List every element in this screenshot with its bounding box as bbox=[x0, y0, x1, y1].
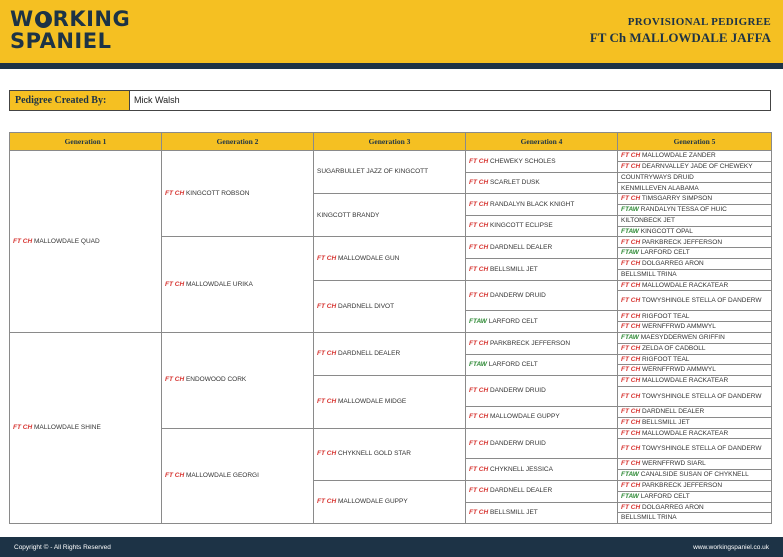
pedigree-cell-gen3 bbox=[314, 151, 466, 194]
dog-name: PARKBRECK JEFFERSON bbox=[489, 339, 571, 347]
pedigree-cell-gen3 bbox=[314, 280, 466, 332]
pedigree-cell-gen5 bbox=[618, 491, 772, 502]
dog-name: MALLOWDALE SHINE bbox=[33, 424, 101, 432]
dog-name: MALLOWDALE RACKATEAR bbox=[641, 281, 729, 289]
pedigree-cell-gen4 bbox=[466, 502, 618, 524]
dog-name: PARKBRECK JEFFERSON bbox=[641, 238, 723, 246]
dog-name: DARDNELL DEALER bbox=[489, 243, 553, 251]
dog-name: CHYKNELL GOLD STAR bbox=[337, 450, 411, 458]
dog-name: ZELDA OF CADBOLL bbox=[641, 344, 706, 352]
column-header: Generation 2 bbox=[162, 133, 314, 151]
pedigree-cell-gen3 bbox=[314, 332, 466, 375]
dog-name: TOWYSHINGLE STELLA OF DANDERW bbox=[641, 392, 762, 400]
pedigree-cell-gen4 bbox=[466, 237, 618, 259]
title-badge: FT CH bbox=[317, 302, 337, 310]
dog-name: CHYKNELL JESSICA bbox=[489, 465, 553, 473]
title-badge: FT CH bbox=[621, 429, 641, 437]
pedigree-cell-gen5 bbox=[618, 470, 772, 481]
pedigree-cell-gen4 bbox=[466, 406, 618, 428]
title-badge: FT CH bbox=[469, 157, 489, 165]
dog-name: DANDERW DRUID bbox=[489, 291, 546, 299]
dog-name: KENMILLEVEN ALABAMA bbox=[621, 184, 699, 192]
table-row bbox=[10, 332, 772, 343]
pedigree-cell-gen5 bbox=[618, 258, 772, 269]
pedigree-cell-gen5 bbox=[618, 365, 772, 376]
pedigree-cell-gen5 bbox=[618, 480, 772, 491]
pedigree-cell-gen5 bbox=[618, 280, 772, 291]
dog-name: MALLOWDALE URIKA bbox=[185, 280, 253, 288]
dog-name: MALLOWDALE GUN bbox=[337, 254, 400, 262]
pedigree-cell-gen4 bbox=[466, 428, 618, 459]
dog-name: MALLOWDALE MIDGE bbox=[337, 398, 407, 406]
dog-name-title: FT Ch MALLOWDALE JAFFA bbox=[589, 30, 771, 45]
pedigree-creator-box bbox=[9, 90, 771, 111]
title-badge: FT CH bbox=[621, 344, 641, 352]
column-header: Generation 5 bbox=[618, 133, 772, 151]
pedigree-cell-gen1 bbox=[10, 151, 162, 333]
title-badge: FT CH bbox=[621, 297, 641, 305]
pedigree-cell-gen5 bbox=[618, 386, 772, 406]
pedigree-cell-gen3 bbox=[314, 480, 466, 523]
pedigree-cell-gen4 bbox=[466, 280, 618, 311]
pedigree-cell-gen4 bbox=[466, 194, 618, 216]
dog-name: CANALSIDE SUSAN OF CHYKNELL bbox=[640, 471, 749, 479]
dog-name: BELLSMILL TRINA bbox=[621, 270, 677, 278]
pedigree-cell-gen4 bbox=[466, 332, 618, 354]
title-badge: FT CH bbox=[165, 376, 185, 384]
pedigree-cell-gen2 bbox=[162, 332, 314, 428]
title-badge: FT CH bbox=[621, 152, 641, 160]
dog-name: PARKBRECK JEFFERSON bbox=[641, 482, 723, 490]
dog-name: SUGARBULLET JAZZ OF KINGCOTT bbox=[317, 168, 429, 176]
title-badge: FTAW bbox=[621, 249, 639, 257]
dog-name: LARFORD CELT bbox=[640, 492, 690, 500]
title-badge: FT CH bbox=[469, 265, 489, 273]
pedigree-cell-gen4 bbox=[466, 215, 618, 237]
title-badge: FT CH bbox=[469, 487, 489, 495]
title-badge: FT CH bbox=[317, 450, 337, 458]
title-badge: FT CH bbox=[469, 387, 489, 395]
pedigree-cell-gen3 bbox=[314, 194, 466, 237]
pedigree-cell-gen5 bbox=[618, 248, 772, 259]
dog-name: TOWYSHINGLE STELLA OF DANDERW bbox=[641, 297, 762, 305]
dog-name: DANDERW DRUID bbox=[489, 387, 546, 395]
pedigree-cell-gen4 bbox=[466, 459, 618, 481]
title-badge: FT CH bbox=[165, 189, 185, 197]
website-link[interactable]: www.workingspaniel.co.uk bbox=[693, 544, 769, 551]
pedigree-cell-gen5 bbox=[618, 269, 772, 280]
dog-name: MALLOWDALE RACKATEAR bbox=[641, 429, 729, 437]
dog-name: KILTONBECK JET bbox=[621, 216, 675, 224]
title-badge: FT CH bbox=[621, 445, 641, 453]
title-badge: FT CH bbox=[469, 222, 489, 230]
pedigree-cell-gen5 bbox=[618, 204, 772, 215]
title-badge: FT CH bbox=[621, 162, 641, 170]
title-badge: FT CH bbox=[469, 509, 489, 517]
title-badge: FT CH bbox=[13, 424, 33, 432]
title-badge: FT CH bbox=[469, 465, 489, 473]
table-row bbox=[10, 151, 772, 162]
dog-name: WERNFFRWD SIARL bbox=[641, 460, 706, 468]
header-banner bbox=[0, 0, 783, 63]
working-spaniel-logo[interactable] bbox=[10, 8, 130, 52]
dog-name: RIGFOOT TEAL bbox=[641, 312, 690, 320]
pedigree-cell-gen4 bbox=[466, 354, 618, 376]
pedigree-cell-gen5 bbox=[618, 343, 772, 354]
title-badge: FT CH bbox=[165, 280, 185, 288]
title-badge: FT CH bbox=[621, 408, 641, 416]
column-header: Generation 4 bbox=[466, 133, 618, 151]
dog-name: BELLSMILL JET bbox=[489, 265, 538, 273]
dog-name: LARFORD CELT bbox=[488, 317, 538, 325]
dog-name: BELLSMILL JET bbox=[489, 509, 538, 517]
dog-name: LARFORD CELT bbox=[488, 361, 538, 369]
dog-name: WERNFFRWD AMMWYL bbox=[641, 323, 716, 331]
title-badge: FTAW bbox=[621, 471, 639, 479]
dog-name: MAESYDDERWEN GRIFFIN bbox=[640, 334, 725, 342]
title-badge: FT CH bbox=[621, 312, 641, 320]
pedigree-cell-gen4 bbox=[466, 258, 618, 280]
footer-bar bbox=[0, 537, 783, 557]
title-badge: FT CH bbox=[621, 238, 641, 246]
dog-name: DOLGARREG ARON bbox=[641, 260, 704, 268]
dog-name: COUNTRYWAYS DRUID bbox=[621, 173, 694, 181]
pedigree-cell-gen5 bbox=[618, 183, 772, 194]
pedigree-cell-gen2 bbox=[162, 237, 314, 333]
dog-name: KINGCOTT ROBSON bbox=[185, 189, 250, 197]
dog-name: LARFORD CELT bbox=[640, 249, 690, 257]
title-badge: FTAW bbox=[621, 334, 639, 342]
dog-name: ENDOWOOD CORK bbox=[185, 376, 247, 384]
pedigree-cell-gen5 bbox=[618, 322, 772, 333]
title-badge: FTAW bbox=[469, 317, 487, 325]
dog-name: MALLOWDALE RACKATEAR bbox=[641, 377, 729, 385]
dog-name: MALLOWDALE ZANDER bbox=[641, 152, 716, 160]
title-badge: FT CH bbox=[469, 339, 489, 347]
dog-name: MALLOWDALE GUPPY bbox=[489, 413, 560, 421]
pedigree-cell-gen4 bbox=[466, 376, 618, 407]
title-badge: FT CH bbox=[165, 472, 185, 480]
dog-name: DANDERW DRUID bbox=[489, 439, 546, 447]
title-badge: FT CH bbox=[621, 460, 641, 468]
pedigree-cell-gen5 bbox=[618, 151, 772, 162]
title-badge: FTAW bbox=[621, 227, 639, 235]
dog-name: TIMSGARRY SIMPSON bbox=[641, 195, 713, 203]
dog-name: DARDNELL DEALER bbox=[337, 350, 401, 358]
title-badge: FT CH bbox=[621, 503, 641, 511]
dog-name: RANDALYN BLACK KNIGHT bbox=[489, 200, 575, 208]
pedigree-cell-gen5 bbox=[618, 513, 772, 524]
title-badge: FT CH bbox=[317, 350, 337, 358]
dog-name: DARDNELL DEALER bbox=[489, 487, 553, 495]
header-divider bbox=[0, 63, 783, 69]
title-badge: FT CH bbox=[317, 498, 337, 506]
dog-name: KINGCOTT ECLIPSE bbox=[489, 222, 553, 230]
dog-name: DARDNELL DIVOT bbox=[337, 302, 395, 310]
title-badge: FT CH bbox=[621, 377, 641, 385]
pedigree-cell-gen5 bbox=[618, 172, 772, 183]
title-badge: FT CH bbox=[469, 200, 489, 208]
dog-name: RANDALYN TESSA OF HUIC bbox=[640, 206, 727, 214]
title-badge: FT CH bbox=[621, 281, 641, 289]
title-badge: FTAW bbox=[469, 361, 487, 369]
pedigree-cell-gen5 bbox=[618, 237, 772, 248]
logo-line-1 bbox=[10, 8, 130, 30]
pedigree-cell-gen3 bbox=[314, 428, 466, 480]
dog-name: TOWYSHINGLE STELLA OF DANDERW bbox=[641, 445, 762, 453]
dog-name: DARDNELL DEALER bbox=[641, 408, 705, 416]
pedigree-cell-gen5 bbox=[618, 439, 772, 459]
pedigree-cell-gen5 bbox=[618, 354, 772, 365]
dog-name: CHEWEKY SCHOLES bbox=[489, 157, 556, 165]
pedigree-cell-gen5 bbox=[618, 311, 772, 322]
title-badge: FT CH bbox=[621, 366, 641, 374]
dog-name: MALLOWDALE QUAD bbox=[33, 237, 100, 245]
pedigree-cell-gen4 bbox=[466, 311, 618, 333]
pedigree-cell-gen3 bbox=[314, 237, 466, 280]
globe-icon bbox=[35, 11, 52, 28]
table-header-row bbox=[10, 133, 772, 151]
pedigree-cell-gen3 bbox=[314, 376, 466, 428]
title-badge: FTAW bbox=[621, 206, 639, 214]
pedigree-cell-gen5 bbox=[618, 332, 772, 343]
title-badge: FT CH bbox=[469, 439, 489, 447]
title-badge: FT CH bbox=[621, 323, 641, 331]
pedigree-cell-gen4 bbox=[466, 480, 618, 502]
title-badge: FT CH bbox=[621, 260, 641, 268]
dog-name: MALLOWDALE GUPPY bbox=[337, 498, 408, 506]
pedigree-table bbox=[9, 132, 772, 524]
dog-name: BELLSMILL JET bbox=[641, 418, 690, 426]
title-badge: FT CH bbox=[469, 291, 489, 299]
title-badge: FT CH bbox=[621, 392, 641, 400]
dog-name: SCARLET DUSK bbox=[489, 179, 540, 187]
title-badge: FT CH bbox=[317, 398, 337, 406]
column-header: Generation 3 bbox=[314, 133, 466, 151]
title-badge: FT CH bbox=[621, 418, 641, 426]
pedigree-cell-gen5 bbox=[618, 291, 772, 311]
title-badge: FT CH bbox=[469, 179, 489, 187]
creator-value: Mick Walsh bbox=[134, 95, 180, 105]
pedigree-cell-gen1 bbox=[10, 332, 162, 523]
dog-name: KINGCOTT BRANDY bbox=[317, 211, 380, 219]
dog-name: BELLSMILL TRINA bbox=[621, 514, 677, 522]
title-badge: FT CH bbox=[469, 413, 489, 421]
title-badge: FTAW bbox=[621, 492, 639, 500]
logo-rking: RKING bbox=[52, 7, 131, 31]
dog-name: DEARNVALLEY JADE OF CHEWEKY bbox=[641, 162, 753, 170]
column-header: Generation 1 bbox=[10, 133, 162, 151]
logo-line-2: SPANIEL bbox=[10, 29, 112, 53]
pedigree-cell-gen5 bbox=[618, 226, 772, 237]
pedigree-cell-gen4 bbox=[466, 151, 618, 173]
pedigree-cell-gen5 bbox=[618, 459, 772, 470]
dog-name: WERNFFRWD AMMWYL bbox=[641, 366, 716, 374]
title-badge: FT CH bbox=[469, 243, 489, 251]
copyright-text: Copyright © - All Rights Reserved bbox=[14, 544, 111, 551]
provisional-pedigree-label: PROVISIONAL PEDIGREE bbox=[627, 16, 771, 28]
pedigree-cell-gen4 bbox=[466, 172, 618, 194]
pedigree-cell-gen5 bbox=[618, 161, 772, 172]
pedigree-cell-gen2 bbox=[162, 151, 314, 237]
dog-name: RIGFOOT TEAL bbox=[641, 355, 690, 363]
pedigree-cell-gen5 bbox=[618, 406, 772, 417]
title-badge: FT CH bbox=[621, 482, 641, 490]
title-badge: FT CH bbox=[317, 254, 337, 262]
title-badge: FT CH bbox=[621, 195, 641, 203]
dog-name: MALLOWDALE GEORGI bbox=[185, 472, 259, 480]
logo-wo: W bbox=[10, 7, 34, 31]
dog-name: DOLGARREG ARON bbox=[641, 503, 704, 511]
dog-name: KINGCOTT OPAL bbox=[640, 227, 693, 235]
pedigree-cell-gen5 bbox=[618, 215, 772, 226]
pedigree-cell-gen5 bbox=[618, 417, 772, 428]
pedigree-cell-gen2 bbox=[162, 428, 314, 524]
pedigree-cell-gen5 bbox=[618, 428, 772, 439]
pedigree-cell-gen5 bbox=[618, 194, 772, 205]
creator-label: Pedigree Created By: bbox=[10, 91, 130, 110]
pedigree-cell-gen5 bbox=[618, 376, 772, 387]
title-badge: FT CH bbox=[13, 237, 33, 245]
title-badge: FT CH bbox=[621, 355, 641, 363]
pedigree-cell-gen5 bbox=[618, 502, 772, 513]
